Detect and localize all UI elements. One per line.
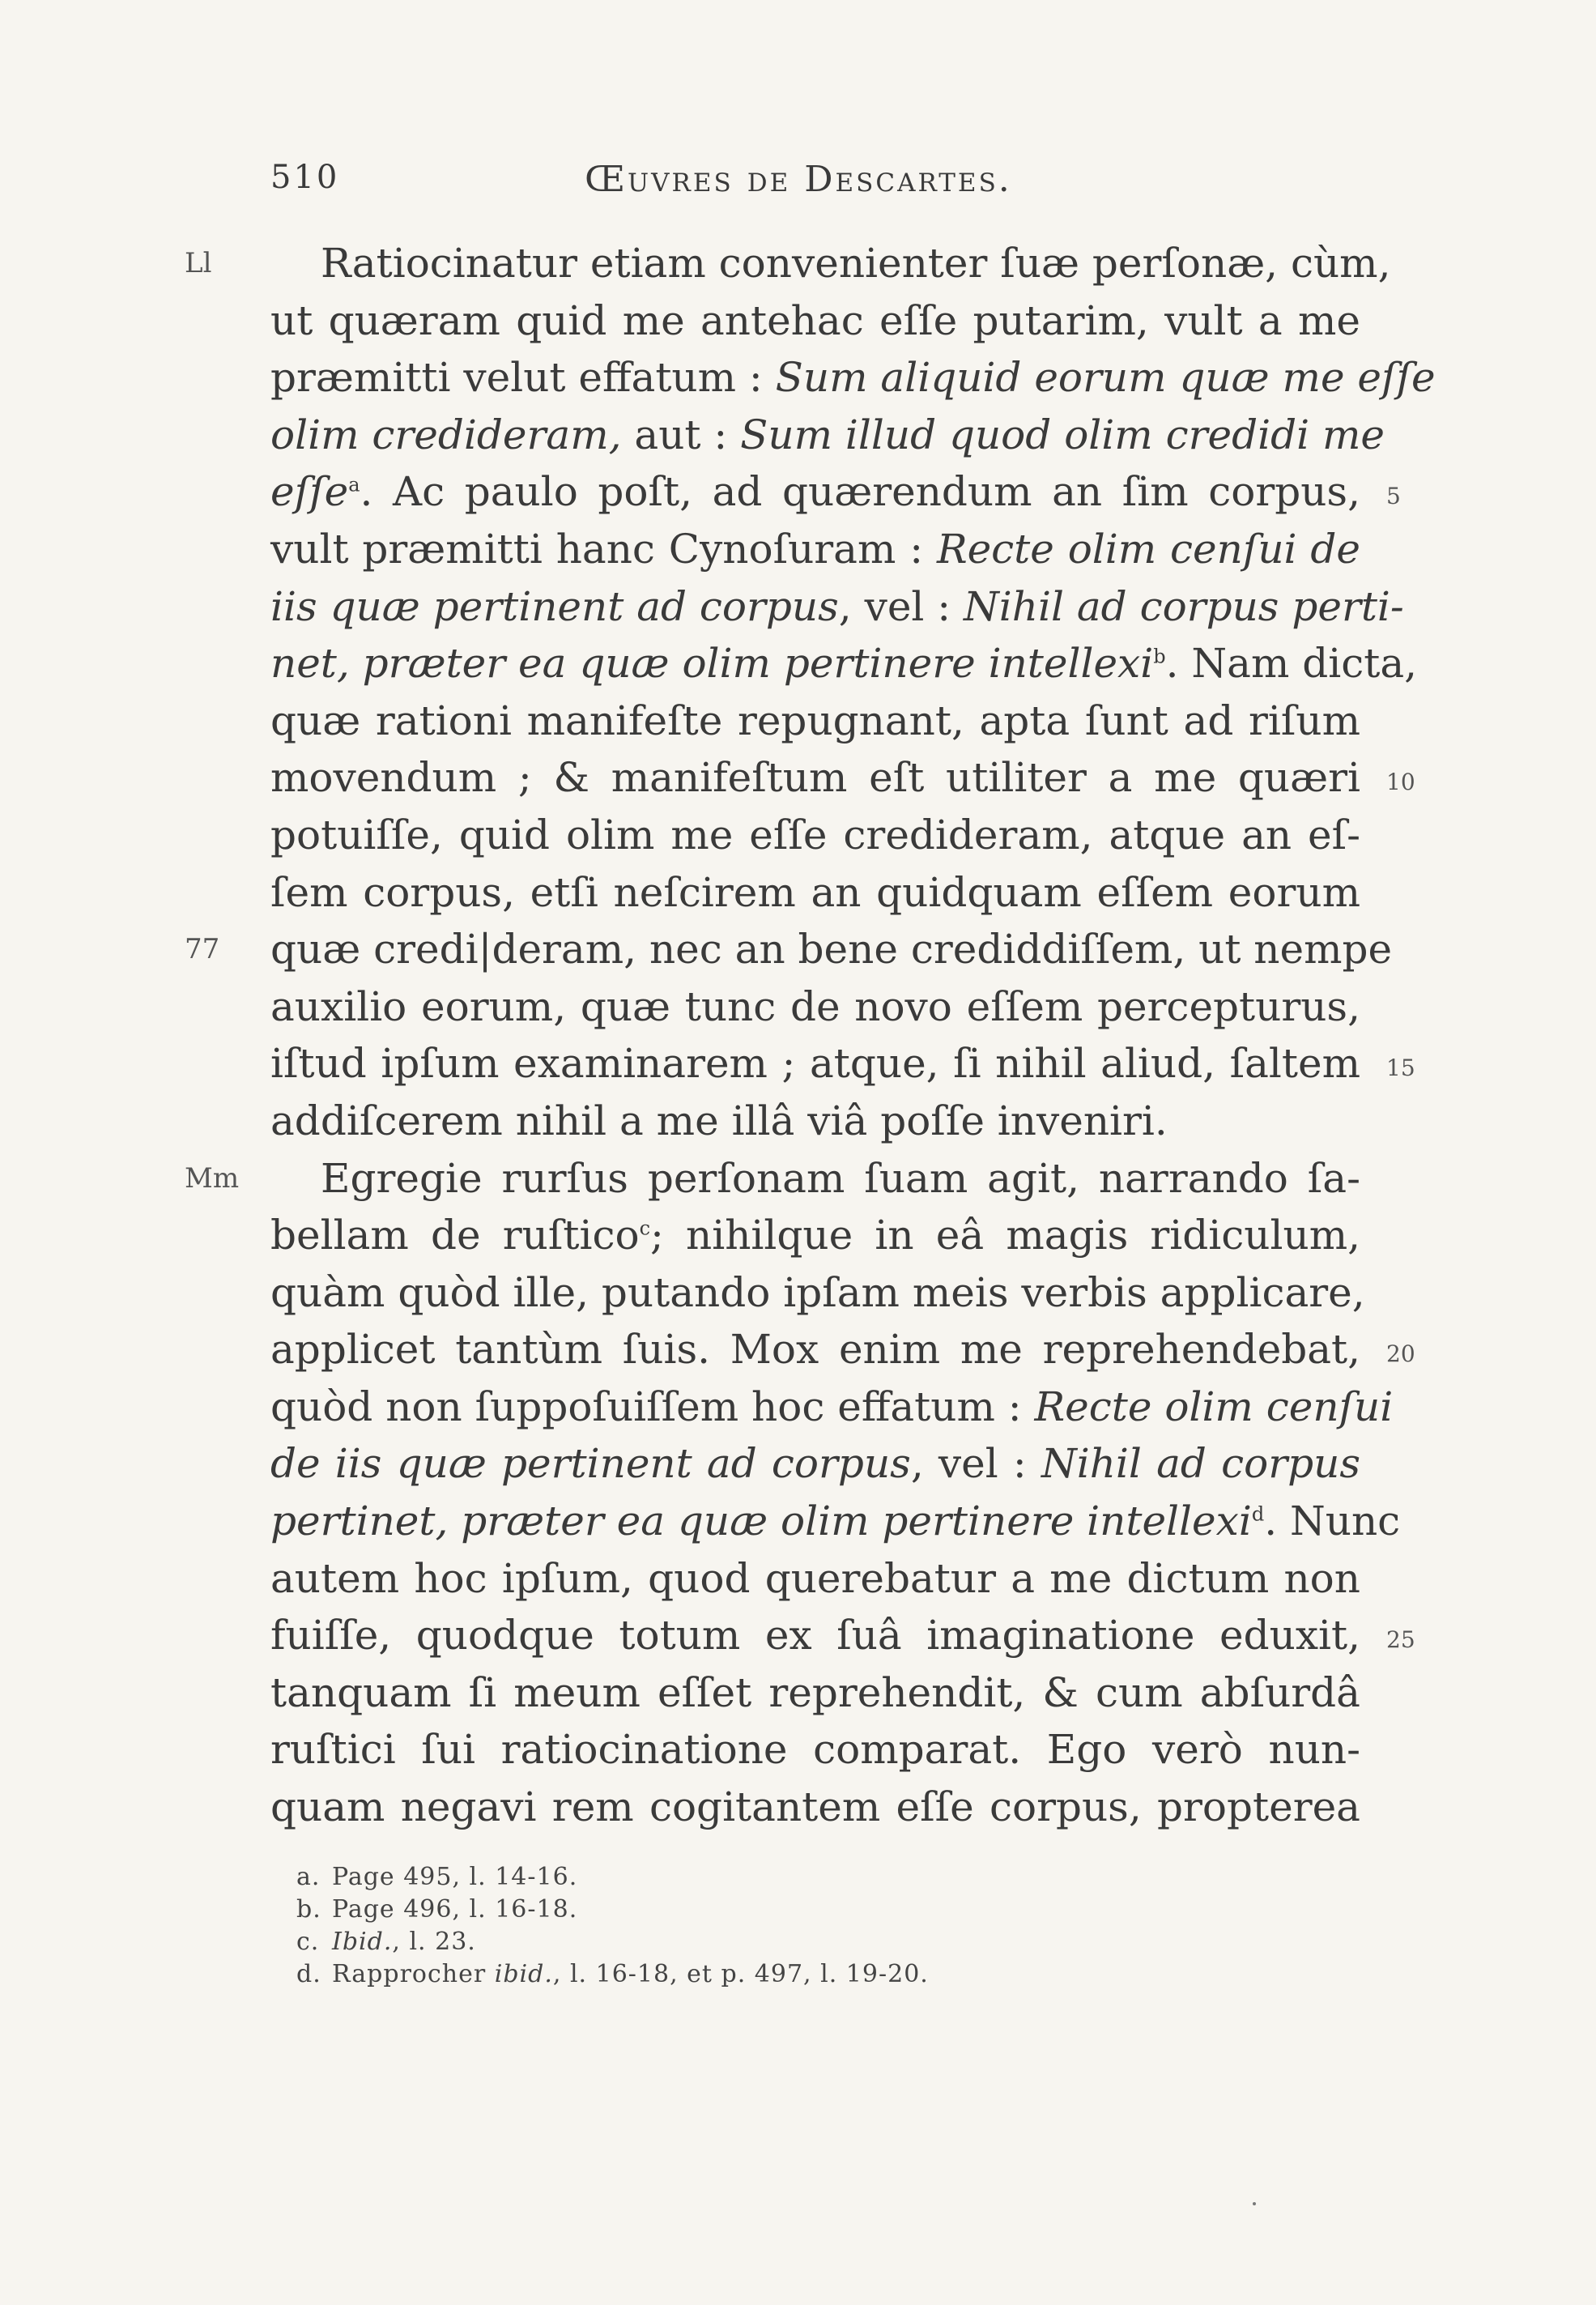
text-run: Ratiocinatur etiam convenienter ſuæ perſonæ, cùm,	[321, 240, 1391, 287]
text-run: , l. 16-18, et p. 497, l. 19-20.	[552, 1960, 929, 1988]
text-run: tanquam ſi meum eſſet reprehendit, & cum abſurdâ	[270, 1668, 1360, 1716]
text-line	[270, 807, 1360, 864]
text-line	[270, 864, 1360, 922]
text-run: ſem corpus, etſi neſcirem an quidquam eſſem eorum	[270, 868, 1360, 916]
text-line	[270, 1378, 1394, 1436]
footnote-marker: a	[348, 473, 360, 496]
italic-text: Ibid.	[332, 1928, 393, 1956]
footnote	[296, 1861, 1106, 1894]
text-run: fuiſſe, quodque totum ex ſuâ imaginatione eduxit,	[270, 1612, 1360, 1660]
text-run: Egregie rurſus perſonam ſuam agit, narrando ſa-	[321, 1154, 1360, 1202]
text-line	[270, 635, 1418, 692]
italic-text: olim credideram,	[270, 411, 622, 458]
text-line	[270, 1264, 1365, 1322]
line-number: 5	[1386, 483, 1401, 510]
italic-text: Recte olim cenſui de	[936, 525, 1360, 573]
italic-text: Recte olim cenſui	[1034, 1383, 1394, 1430]
running-title: Œuvres de Descartes.	[585, 159, 1012, 200]
text-line	[185, 921, 1393, 978]
text-run: auxilio eorum, quæ tunc de novo eſſem percepturus,	[270, 982, 1360, 1030]
text-line	[270, 463, 1401, 521]
footnote-key: c.	[296, 1928, 320, 1956]
italic-text: pertinet, præter ea quæ olim pertinere intellexi	[270, 1498, 1252, 1545]
text-line	[270, 692, 1360, 750]
text-run: movendum ; & manifeſtum eſt utiliter a me quæri	[270, 754, 1360, 802]
text-run: , vel :	[910, 1440, 1041, 1488]
line-number: 15	[1386, 1055, 1415, 1082]
page-header	[270, 159, 1360, 207]
text-line	[270, 349, 1436, 407]
footnote-key: d.	[296, 1960, 321, 1988]
main-text	[185, 235, 1436, 1836]
text-line	[270, 292, 1360, 350]
line-number: 20	[1386, 1340, 1415, 1368]
text-line	[270, 1779, 1360, 1836]
text-line	[270, 1664, 1360, 1722]
text-run: , l. 23.	[392, 1928, 476, 1956]
italic-text: Sum aliquid eorum quæ me eſſe	[775, 354, 1436, 402]
italic-text: de iis quæ pertinent ad corpus	[270, 1440, 911, 1488]
margin-reference: Ll	[185, 247, 212, 279]
footnote-marker: b	[1153, 645, 1166, 668]
italic-text: Nihil ad corpus perti-	[964, 582, 1404, 630]
text-run: præmitti velut effatum :	[270, 354, 776, 402]
margin-reference: Mm	[185, 1161, 240, 1195]
line-number: 10	[1386, 769, 1415, 796]
text-line	[270, 1207, 1360, 1264]
text-run: autem hoc ipſum, quod querebatur a me dictum non	[270, 1554, 1360, 1602]
footnote	[296, 1926, 1106, 1958]
text-line	[270, 749, 1415, 807]
text-line	[185, 235, 1391, 292]
text-run: Rapprocher	[332, 1960, 495, 1988]
italic-text: net, præter ea quæ olim pertinere intellexi	[270, 640, 1154, 688]
footnote-key: b.	[296, 1895, 321, 1924]
italic-text: iis quæ pertinent ad corpus	[270, 582, 839, 630]
footnote	[296, 1958, 1106, 1991]
text-run: . Nam dicta,	[1165, 640, 1418, 688]
text-line	[270, 521, 1360, 578]
page-number: 510	[270, 159, 340, 196]
text-run: bellam de ruſtico	[270, 1212, 640, 1259]
text-run: applicet tantùm ſuis. Mox enim me reprehendebat,	[270, 1326, 1360, 1374]
text-run: addiſcerem nihil a me illâ viâ poſſe inveniri.	[270, 1097, 1168, 1144]
text-run: quæ credi|deram, nec an bene crediddiſſem, ut nempe	[270, 926, 1393, 974]
text-line	[270, 407, 1385, 464]
text-run: quæ rationi manifeſte repugnant, apta ſunt ad riſum	[270, 697, 1360, 744]
text-run: quàm quòd ille, putando ipſam meis verbis applicare,	[270, 1268, 1365, 1316]
text-run: quam negavi rem cogitantem eſſe corpus, propterea	[270, 1783, 1360, 1831]
text-line	[270, 1321, 1415, 1378]
text-run: aut :	[621, 411, 741, 458]
text-run: ruſtici ſui ratiocinatione comparat. Ego verò nun-	[270, 1726, 1360, 1774]
text-line	[270, 1550, 1360, 1608]
italic-text: ibid.	[494, 1960, 553, 1988]
text-line	[270, 1093, 1360, 1150]
text-line	[270, 1035, 1415, 1093]
footnote-key: a.	[296, 1863, 321, 1891]
line-number: 25	[1386, 1626, 1415, 1654]
text-line	[185, 1150, 1360, 1208]
text-line	[270, 1607, 1415, 1664]
text-line	[270, 978, 1360, 1036]
margin-reference: 77	[185, 933, 220, 966]
text-run: Page 495, l. 14-16.	[332, 1863, 578, 1891]
text-run: Page 496, l. 16-18.	[332, 1895, 578, 1924]
text-run: . Ac paulo poſt, ad quærendum an ſim corpus,	[360, 468, 1360, 516]
footnote-marker: c	[639, 1216, 651, 1240]
text-run: . Nunc	[1264, 1498, 1401, 1545]
text-run: iſtud ipſum examinarem ; atque, ſi nihil aliud, ſaltem	[270, 1040, 1360, 1088]
text-line	[270, 1721, 1360, 1779]
text-run: quòd non ſuppoſuiſſem hoc effatum :	[270, 1383, 1035, 1430]
italic-text: Sum illud quod olim credidi me	[740, 411, 1385, 458]
text-line	[270, 578, 1404, 636]
text-run: potuiſſe, quid olim me eſſe credideram, atque an eſ-	[270, 811, 1360, 859]
page-speck	[1253, 2202, 1256, 2205]
footnote-marker: d	[1251, 1502, 1265, 1526]
text-run: ut quæram quid me antehac eſſe putarim, vult a me	[270, 296, 1360, 344]
italic-text: Nihil ad corpus	[1041, 1440, 1361, 1488]
footnote	[296, 1894, 1106, 1926]
text-run: vult præmitti hanc Cynoſuram :	[270, 525, 937, 573]
text-run: , vel :	[838, 582, 964, 630]
text-run: ; nihilque in eâ magis ridiculum,	[650, 1212, 1361, 1259]
italic-text: eſſe	[270, 468, 349, 516]
text-line	[270, 1435, 1360, 1493]
text-line	[270, 1493, 1401, 1550]
footnotes	[296, 1861, 1106, 1991]
